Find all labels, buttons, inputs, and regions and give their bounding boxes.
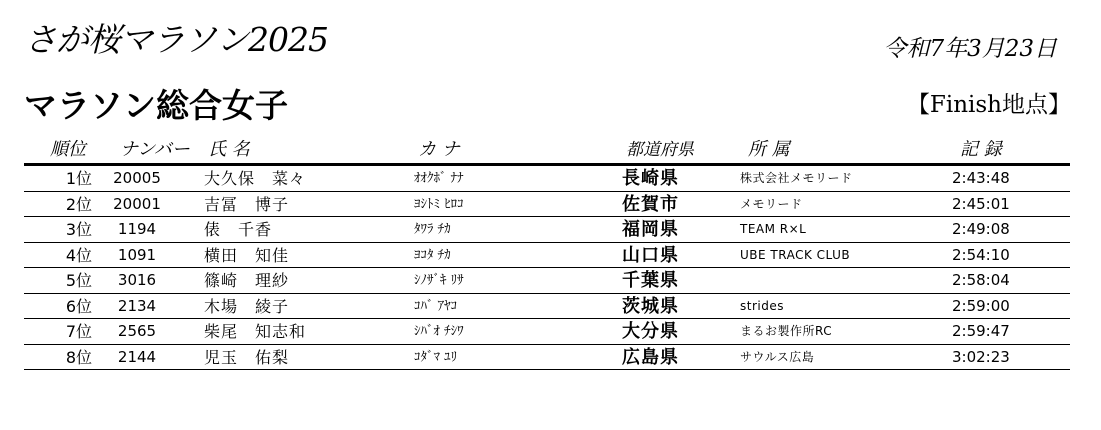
cell-name: 吉冨 博子 [204, 194, 290, 214]
cell-name: 柴尾 知志和 [204, 322, 307, 341]
cell-rank: 4位 [65, 245, 92, 265]
cell-rank: 2位 [65, 194, 92, 214]
checkpoint-label: 【Finish地点】 [906, 92, 1071, 118]
cell-name: 木場 綾子 [204, 296, 290, 316]
cell-club: メモリード [740, 196, 803, 211]
cell-club: strides [740, 298, 784, 313]
cell-prefecture: 茨城県 [622, 295, 679, 317]
table-row [24, 166, 1070, 192]
table-row [24, 268, 1070, 294]
cell-bib: 20005 [113, 169, 161, 187]
cell-rank: 7位 [65, 322, 92, 341]
results-table [24, 138, 1070, 370]
table-row [24, 192, 1070, 218]
cell-club: TEAM R×L [740, 222, 807, 236]
event-title: さが桜マラソン2025 [24, 20, 328, 59]
cell-kana: ﾀﾜﾗ ﾁｶ [414, 222, 451, 237]
cell-prefecture: 佐賀市 [622, 193, 679, 215]
cell-kana: ﾖｼﾄﾐ ﾋﾛｺ [414, 196, 464, 212]
cell-rank: 3位 [65, 220, 92, 239]
header-time: 記 録 [960, 139, 1002, 160]
cell-bib: 1091 [117, 245, 157, 264]
cell-rank: 8位 [65, 347, 92, 367]
cell-rank: 5位 [65, 271, 92, 290]
cell-time: 2:59:47 [952, 322, 1010, 340]
cell-rank: 6位 [65, 296, 92, 316]
cell-bib: 2134 [117, 296, 157, 315]
cell-time: 2:58:04 [952, 271, 1010, 289]
cell-time: 2:49:08 [952, 220, 1010, 238]
cell-kana: ｼﾉｻﾞｷ ﾘｻ [414, 273, 464, 288]
cell-kana: ﾖｺﾀ ﾁｶ [414, 247, 451, 263]
table-row [24, 294, 1070, 320]
cell-bib: 1194 [117, 220, 157, 238]
cell-rank: 1位 [65, 169, 92, 188]
cell-time: 2:54:10 [952, 245, 1010, 264]
cell-club: サウルス広島 [740, 349, 815, 364]
cell-prefecture: 広島県 [622, 346, 679, 368]
cell-club: UBE TRACK CLUB [740, 247, 851, 262]
table-body [24, 166, 1070, 370]
cell-bib: 3016 [117, 271, 157, 289]
table-row [24, 345, 1070, 371]
cell-time: 3:02:23 [952, 347, 1010, 366]
header-rank: 順位 [50, 139, 86, 160]
cell-kana: ｺﾀﾞﾏ ﾕﾘ [414, 349, 458, 365]
cell-name: 横田 知佳 [204, 245, 290, 265]
cell-name: 児玉 佑梨 [204, 347, 290, 367]
table-header [24, 138, 1070, 166]
cell-kana: ｼﾊﾞｵ ﾁｼﾜ [414, 324, 464, 339]
table-row [24, 243, 1070, 269]
cell-prefecture: 大分県 [622, 321, 679, 342]
cell-time: 2:43:48 [952, 169, 1010, 187]
table-row [24, 319, 1070, 345]
cell-kana: ｵｵｸﾎﾞ ﾅﾅ [414, 171, 464, 186]
cell-name: 俵 千香 [204, 220, 273, 239]
cell-name: 大久保 菜々 [204, 169, 307, 188]
cell-name: 篠崎 理紗 [204, 271, 290, 290]
header-bib: ナンバー [120, 139, 190, 160]
category-title: マラソン総合女子 [24, 86, 288, 125]
cell-club: 株式会社メモリード [740, 171, 853, 185]
cell-bib: 2565 [117, 322, 157, 340]
cell-prefecture: 福岡県 [622, 219, 679, 240]
header-prefecture: 都道府県 [626, 140, 694, 160]
cell-club: まるお製作所RC [740, 324, 833, 338]
event-date: 令和7年3月23日 [883, 36, 1057, 62]
cell-prefecture: 千葉県 [622, 270, 679, 291]
cell-time: 2:59:00 [952, 296, 1010, 315]
cell-prefecture: 長崎県 [622, 168, 679, 189]
header-club: 所 属 [748, 139, 790, 160]
cell-prefecture: 山口県 [622, 244, 679, 266]
header-kana: カ ナ [418, 139, 460, 160]
header-name: 氏 名 [208, 139, 250, 160]
cell-kana: ｺﾊﾞ ｱﾔｺ [414, 298, 458, 314]
cell-bib: 2144 [117, 347, 157, 366]
table-row [24, 217, 1070, 243]
cell-bib: 20001 [113, 194, 161, 213]
cell-time: 2:45:01 [952, 194, 1010, 213]
